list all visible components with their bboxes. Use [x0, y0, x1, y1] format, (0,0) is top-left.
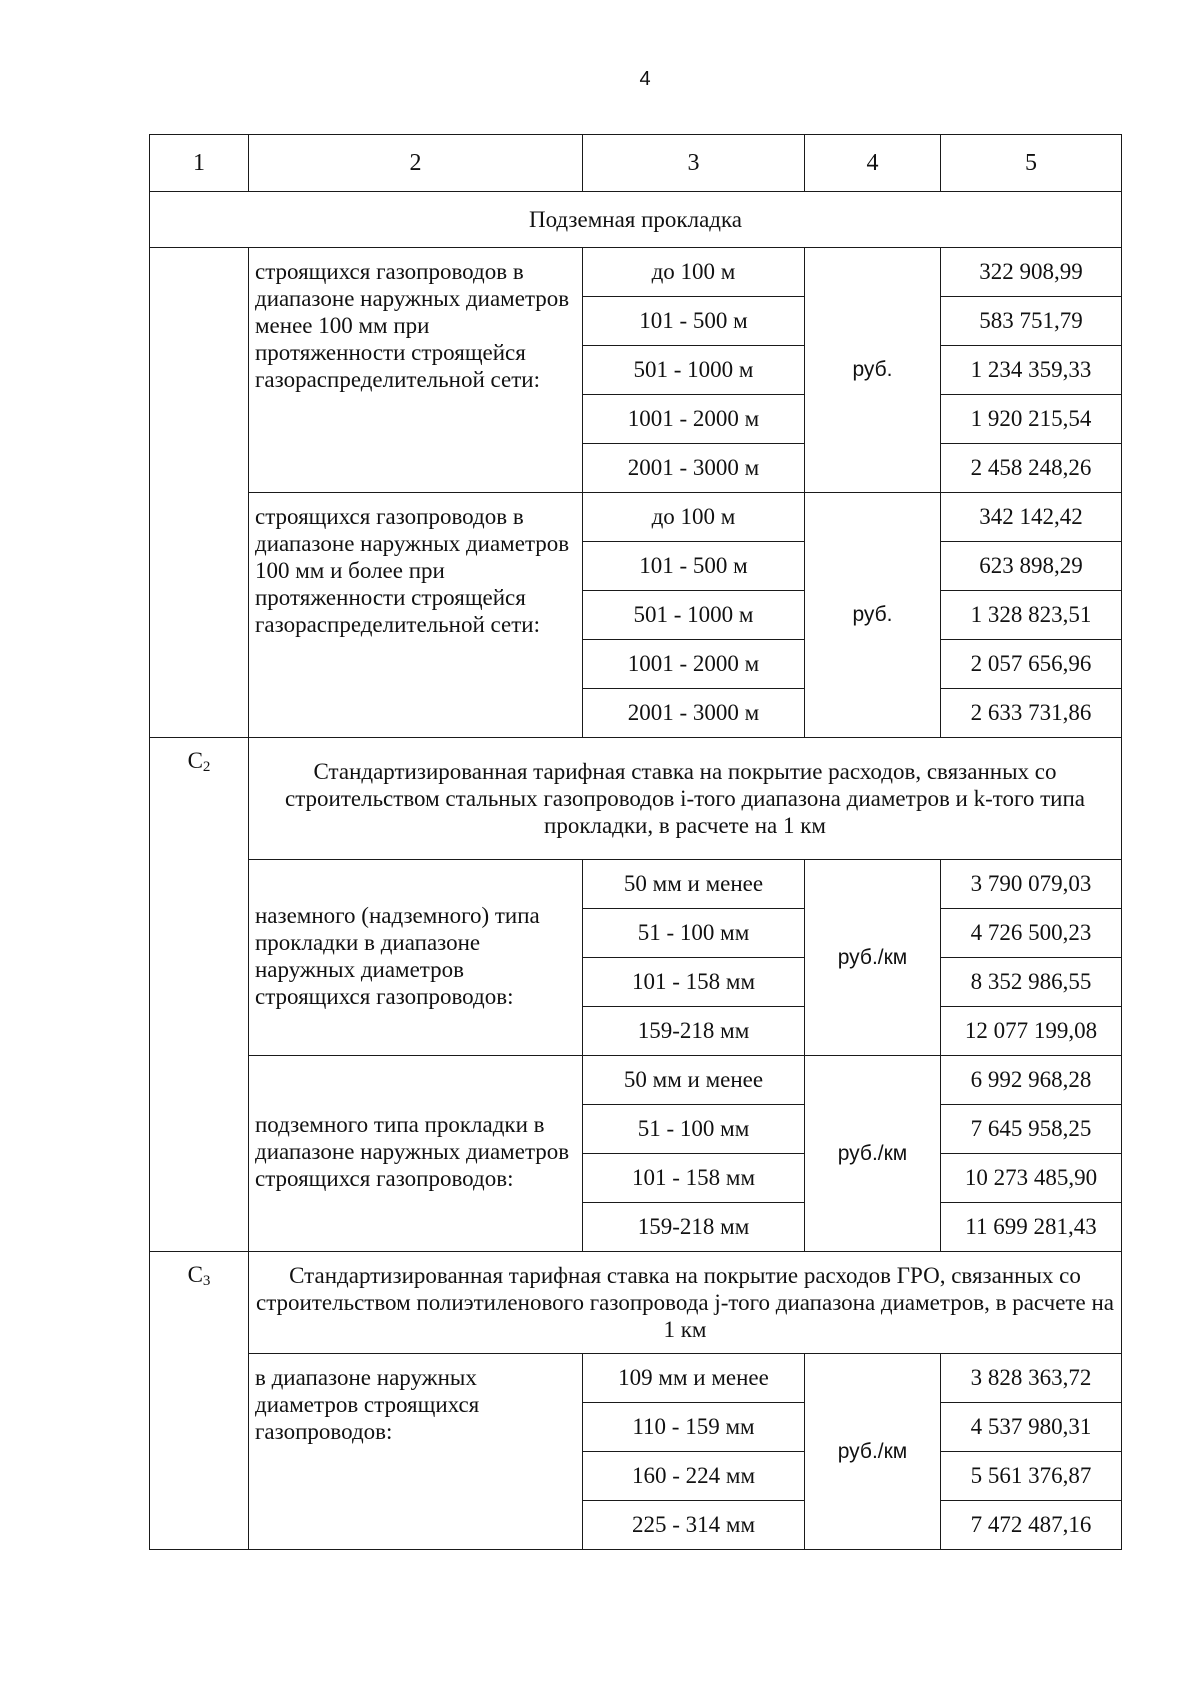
range-cell: 160 - 224 мм	[583, 1452, 805, 1501]
range-cell: 51 - 100 мм	[583, 1105, 805, 1154]
value-cell: 623 898,29	[941, 542, 1122, 591]
column-number: 3	[583, 135, 805, 192]
value-cell: 322 908,99	[941, 248, 1122, 297]
value-cell: 8 352 986,55	[941, 958, 1122, 1007]
c3-caption: Стандартизированная тарифная ставка на покрытие расходов ГРО, связанных со строительством полиэтиленового газопровода j-того диапазона диаметров, в расчете на 1 км	[249, 1252, 1122, 1354]
value-cell: 4 726 500,23	[941, 909, 1122, 958]
value-cell: 2 458 248,26	[941, 444, 1122, 493]
code-subscript: 2	[202, 759, 211, 775]
unit-cell: руб./км	[805, 1354, 941, 1550]
section-title: Подземная прокладка	[150, 192, 1122, 248]
c3-caption-row	[150, 1252, 1122, 1354]
code-letter: C	[187, 748, 203, 773]
range-cell: до 100 м	[583, 248, 805, 297]
code-cell-empty	[150, 248, 249, 738]
value-cell: 1 234 359,33	[941, 346, 1122, 395]
value-cell: 1 920 215,54	[941, 395, 1122, 444]
range-cell: 101 - 158 мм	[583, 1154, 805, 1203]
value-cell: 583 751,79	[941, 297, 1122, 346]
range-cell: 1001 - 2000 м	[583, 395, 805, 444]
range-cell: 159-218 мм	[583, 1007, 805, 1056]
table-row	[150, 1354, 1122, 1403]
column-number-row	[150, 135, 1122, 192]
range-cell: 1001 - 2000 м	[583, 640, 805, 689]
range-cell: 101 - 158 мм	[583, 958, 805, 1007]
value-cell: 7 472 487,16	[941, 1501, 1122, 1550]
range-cell: 2001 - 3000 м	[583, 689, 805, 738]
value-cell: 1 328 823,51	[941, 591, 1122, 640]
range-cell: 2001 - 3000 м	[583, 444, 805, 493]
c2-caption-row	[150, 738, 1122, 860]
unit-cell: руб./км	[805, 860, 941, 1056]
value-cell: 5 561 376,87	[941, 1452, 1122, 1501]
column-number: 5	[941, 135, 1122, 192]
value-cell: 12 077 199,08	[941, 1007, 1122, 1056]
value-cell: 7 645 958,25	[941, 1105, 1122, 1154]
table-row	[150, 1056, 1122, 1105]
value-cell: 6 992 968,28	[941, 1056, 1122, 1105]
table-row	[150, 248, 1122, 297]
row-description: подземного типа прокладки в диапазоне наружных диаметров строящихся газопроводов:	[249, 1056, 583, 1252]
range-cell: 110 - 159 мм	[583, 1403, 805, 1452]
table-row	[150, 493, 1122, 542]
row-description: строящихся газопроводов в диапазоне наружных диаметров 100 мм и более при протяженности строящейся газораспределительной сети:	[249, 493, 583, 738]
range-cell: 225 - 314 мм	[583, 1501, 805, 1550]
section-title-row	[150, 192, 1122, 248]
unit-cell: руб.	[805, 493, 941, 738]
c3-code	[150, 1252, 249, 1550]
value-cell: 2 057 656,96	[941, 640, 1122, 689]
row-description: строящихся газопроводов в диапазоне наружных диаметров менее 100 мм при протяженности строящейся газораспределительной сети:	[249, 248, 583, 493]
page-number: 4	[639, 68, 651, 90]
range-cell: 101 - 500 м	[583, 297, 805, 346]
column-number: 2	[249, 135, 583, 192]
value-cell: 342 142,42	[941, 493, 1122, 542]
unit-cell: руб.	[805, 248, 941, 493]
value-cell: 11 699 281,43	[941, 1203, 1122, 1252]
column-number: 1	[150, 135, 249, 192]
value-cell: 10 273 485,90	[941, 1154, 1122, 1203]
row-description: в диапазоне наружных диаметров строящихся газопроводов:	[249, 1354, 583, 1550]
c2-caption: Стандартизированная тарифная ставка на покрытие расходов, связанных со строительством стальных газопроводов i-того диапазона диаметров и k-того типа прокладки, в расчете на 1 км	[249, 738, 1122, 860]
value-cell: 3 790 079,03	[941, 860, 1122, 909]
value-cell: 4 537 980,31	[941, 1403, 1122, 1452]
row-description: наземного (надземного) типа прокладки в диапазоне наружных диаметров строящихся газопроводов:	[249, 860, 583, 1056]
value-cell: 2 633 731,86	[941, 689, 1122, 738]
range-cell: 101 - 500 м	[583, 542, 805, 591]
range-cell: 51 - 100 мм	[583, 909, 805, 958]
range-cell: 501 - 1000 м	[583, 591, 805, 640]
range-cell: 501 - 1000 м	[583, 346, 805, 395]
range-cell: 50 мм и менее	[583, 860, 805, 909]
range-cell: 159-218 мм	[583, 1203, 805, 1252]
range-cell: до 100 м	[583, 493, 805, 542]
c2-code	[150, 738, 249, 1252]
value-cell: 3 828 363,72	[941, 1354, 1122, 1403]
code-subscript: 3	[202, 1273, 211, 1289]
range-cell: 50 мм и менее	[583, 1056, 805, 1105]
table-row	[150, 860, 1122, 909]
code-letter: C	[187, 1262, 203, 1287]
range-cell: 109 мм и менее	[583, 1354, 805, 1403]
column-number: 4	[805, 135, 941, 192]
tariff-table	[149, 134, 1122, 1550]
unit-cell: руб./км	[805, 1056, 941, 1252]
